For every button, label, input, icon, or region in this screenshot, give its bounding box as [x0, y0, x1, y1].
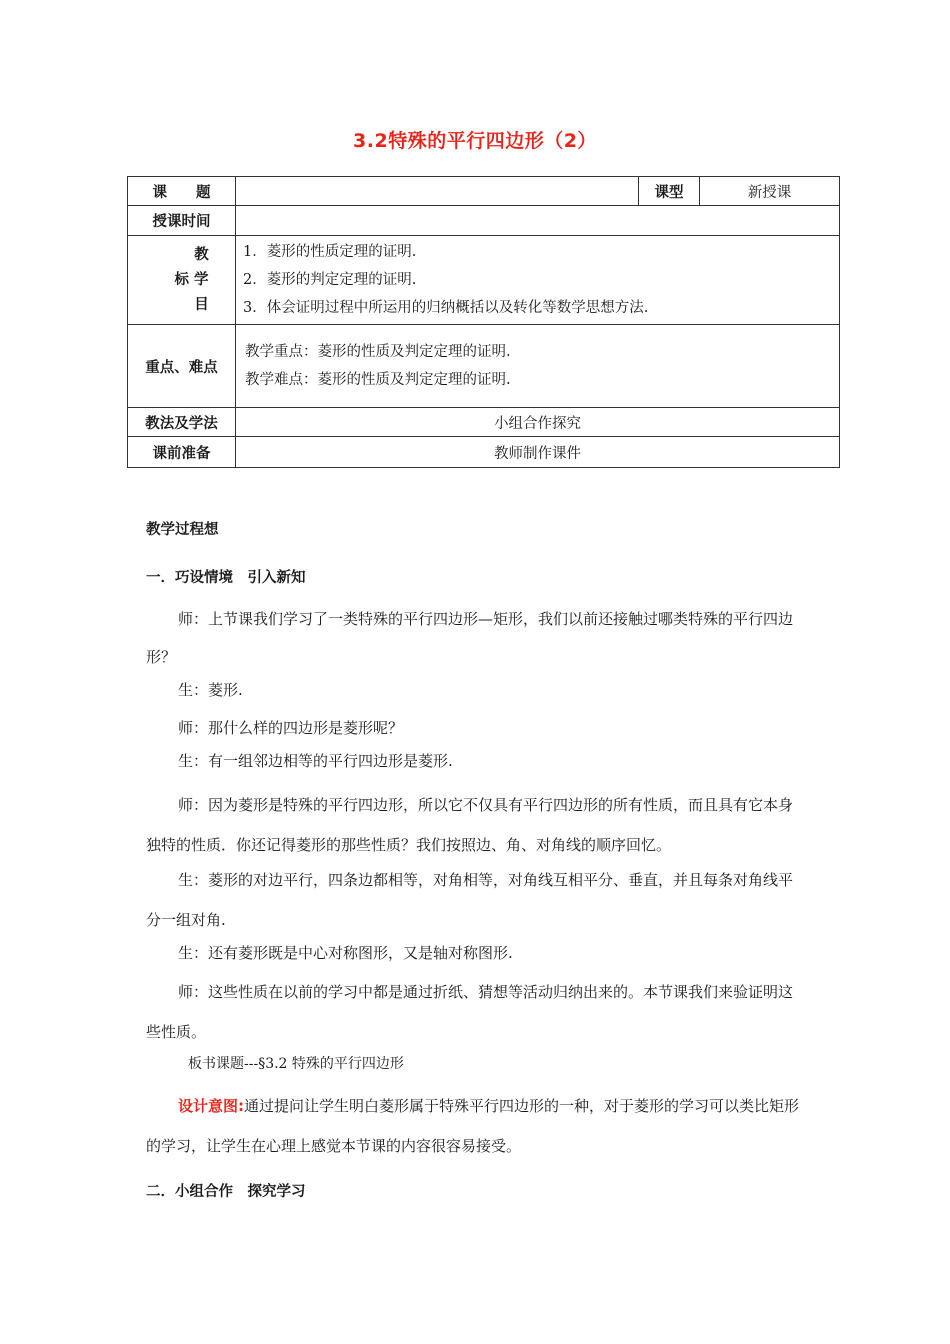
dialogue-line: 生：有一组邻边相等的平行四边形是菱形. [178, 752, 453, 770]
goals-label-line: 标 学 [174, 271, 209, 288]
goal-item: 3．体会证明过程中所运用的归纳概括以及转化等数学思想方法. [243, 300, 649, 316]
focus-item: 教学重点：菱形的性质及判定定理的证明. [245, 344, 511, 360]
table-row [128, 437, 840, 468]
dialogue-line: 师：上节课我们学习了一类特殊的平行四边形—矩形，我们以前还接触过哪类特殊的平行四边形？ [146, 610, 794, 666]
dialogue-line: 师：那什么样的四边形是菱形呢？ [178, 719, 404, 737]
time-label: 授课时间 [128, 206, 236, 236]
prep-value: 教师制作课件 [236, 437, 840, 468]
focus-cell [236, 325, 840, 408]
type-label: 课型 [639, 177, 700, 206]
goal-item: 1．菱形的性质定理的证明. [243, 244, 417, 260]
table-row [128, 177, 840, 206]
goals-label-line: 目 [194, 296, 209, 313]
dialogue-line: 师：因为菱形是特殊的平行四边形，所以它不仅具有平行四边形的所有性质，而且具有它本身独特的性质．你还记得菱形的那些性质？我们按照边、角、对角线的顺序回忆。 [146, 796, 794, 854]
goals-label [128, 236, 236, 325]
table-row [128, 408, 840, 437]
topic-value [236, 177, 639, 206]
dialogue-line: 师：这些性质在以前的学习中都是通过折纸、猜想等活动归纳出来的。本节课我们来验证明这些性质。 [146, 983, 794, 1041]
method-label: 教法及学法 [128, 408, 236, 437]
dialogue-line: 生：还有菱形既是中心对称图形，又是轴对称图形. [178, 944, 513, 962]
type-value: 新授课 [700, 177, 840, 206]
goals-label-line: 教 [194, 246, 209, 263]
design-label: 设计意图: [178, 1097, 244, 1115]
topic-label: 课 题 [128, 177, 236, 206]
design-intent [146, 1086, 806, 1166]
dialogue-line: 生：菱形的对边平行，四条边都相等，对角相等，对角线互相平分、垂直，并且每条对角线平分一组对角. [146, 871, 794, 929]
focus-label: 重点、难点 [128, 325, 236, 408]
table-row [128, 206, 840, 236]
process-heading: 教学过程想 [146, 522, 219, 538]
section2-heading: 二．小组合作 探究学习 [146, 1184, 306, 1200]
table-row [128, 236, 840, 325]
goal-item: 2．菱形的判定定理的证明. [243, 272, 417, 288]
board-title: 板书课题---§3.2 特殊的平行四边形 [188, 1056, 404, 1072]
method-value: 小组合作探究 [236, 408, 840, 437]
focus-item: 教学难点：菱形的性质及判定定理的证明. [245, 372, 511, 388]
table-row [128, 325, 840, 408]
design-text: 通过提问让学生明白菱形属于特殊平行四边形的一种，对于菱形的学习可以类比矩形的学习，让学生在心理上感觉本节课的内容很容易接受。 [146, 1097, 800, 1155]
goals-cell [236, 236, 840, 325]
section1-heading: 一．巧设情境 引入新知 [146, 570, 306, 586]
prep-label: 课前准备 [128, 437, 236, 468]
lesson-info-table [127, 176, 840, 468]
document-title: 3.2特殊的平行四边形（2） [353, 130, 597, 152]
dialogue-line: 生：菱形. [178, 681, 243, 699]
time-value [236, 206, 840, 236]
